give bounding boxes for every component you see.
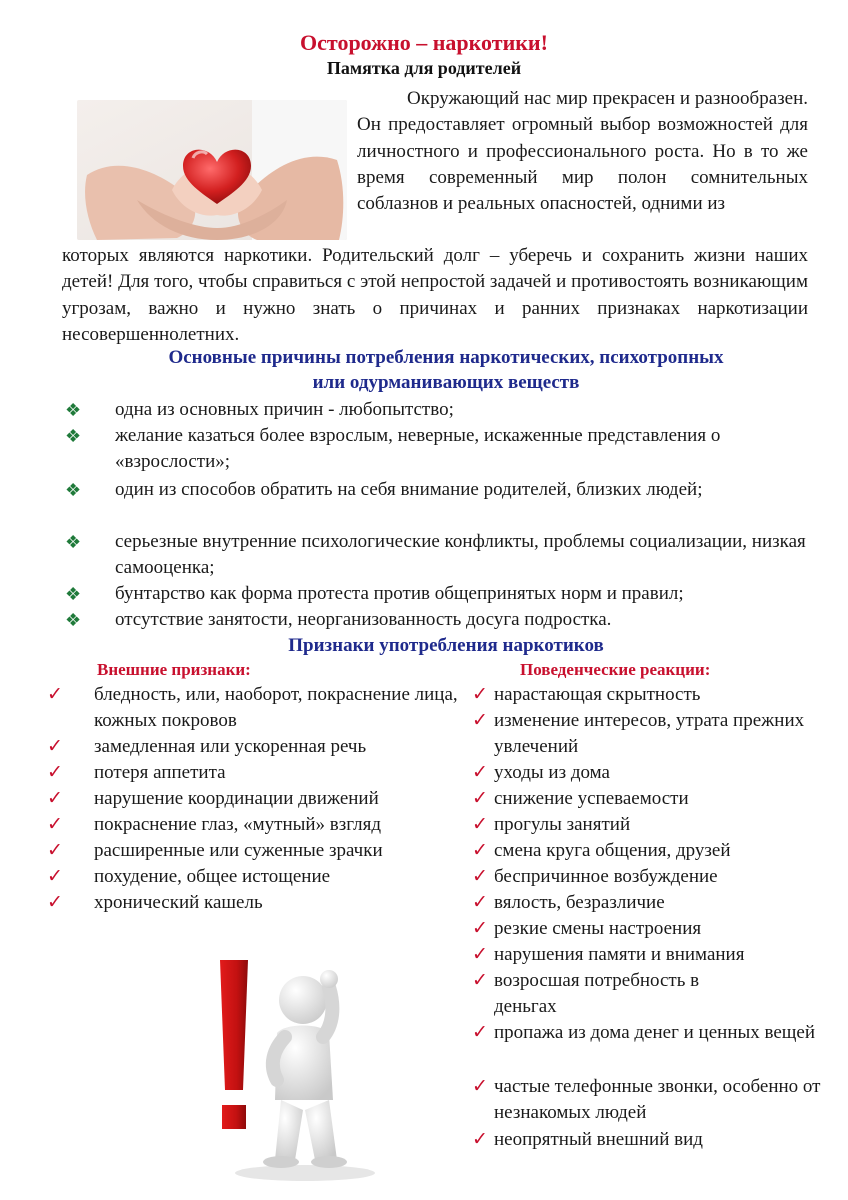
cause-text: бунтарство как форма протеста против общепринятых норм и правил; — [115, 583, 684, 604]
behavioral-sign-item — [472, 1127, 840, 1153]
diamond-bullet-icon: ❖ — [65, 532, 82, 552]
external-sign-item — [47, 786, 515, 812]
cause-item — [65, 423, 810, 475]
behavioral-sign-item — [472, 916, 840, 942]
external-sign-item — [47, 838, 515, 864]
diamond-bullet-icon: ❖ — [65, 426, 82, 446]
checkmark-icon: ✓ — [472, 892, 488, 913]
checkmark-icon: ✓ — [472, 762, 488, 783]
checkmark-icon: ✓ — [47, 788, 63, 809]
causes-heading-line1: Основные причины потребления наркотических, психотропных — [168, 347, 724, 368]
behavioral-sign-text: вялость, безразличие — [494, 892, 665, 913]
cause-text: один из способов обратить на себя внимание родителей, близких людей; — [115, 479, 703, 500]
checkmark-icon: ✓ — [472, 710, 488, 731]
external-sign-item — [47, 890, 515, 916]
behavioral-sign-item — [472, 786, 840, 812]
cause-text: отсутствие занятости, неорганизованность досуга подростка. — [115, 609, 612, 630]
checkmark-icon: ✓ — [472, 1076, 488, 1097]
behavioral-sign-item — [472, 1074, 840, 1126]
checkmark-icon: ✓ — [47, 866, 63, 887]
page-title: Осторожно – наркотики! — [300, 30, 548, 55]
diamond-bullet-icon: ❖ — [65, 584, 82, 604]
behavioral-sign-item — [472, 1020, 840, 1072]
behavioral-sign-item — [472, 760, 840, 786]
checkmark-icon: ✓ — [472, 866, 488, 887]
checkmark-icon: ✓ — [47, 814, 63, 835]
cause-item — [65, 581, 810, 607]
behavioral-sign-text: частые телефонные звонки, особенно от незнакомых людей — [494, 1076, 821, 1123]
behavioral-sign-text: возросшая потребность в деньгах — [494, 970, 700, 1017]
external-sign-text: потеря аппетита — [94, 762, 226, 783]
behavioral-sign-text: снижение успеваемости — [494, 788, 689, 809]
behavioral-sign-text: нарастающая скрытность — [494, 684, 701, 705]
checkmark-icon: ✓ — [47, 840, 63, 861]
behavioral-sign-text: прогулы занятий — [494, 814, 631, 835]
external-sign-text: нарушение координации движений — [94, 788, 379, 809]
external-sign-text: замедленная или ускоренная речь — [94, 736, 367, 757]
external-sign-text: покраснение глаз, «мутный» взгляд — [94, 814, 382, 835]
behavioral-sign-text: резкие смены настроения — [494, 918, 702, 939]
behavioral-sign-text: беспричинное возбуждение — [494, 866, 718, 887]
behavioral-sign-text: уходы из дома — [494, 762, 610, 783]
external-sign-item — [47, 760, 515, 786]
behavioral-sign-item — [472, 682, 840, 708]
checkmark-icon: ✓ — [472, 788, 488, 809]
checkmark-icon: ✓ — [472, 944, 488, 965]
external-sign-item — [47, 864, 515, 890]
external-sign-item — [47, 734, 515, 760]
diamond-bullet-icon: ❖ — [65, 610, 82, 630]
checkmark-icon: ✓ — [472, 970, 488, 991]
behavioral-signs-heading: Поведенческие реакции: — [520, 660, 711, 679]
checkmark-icon: ✓ — [47, 762, 63, 783]
behavioral-sign-item — [472, 942, 840, 968]
checkmark-icon: ✓ — [472, 918, 488, 939]
behavioral-sign-text: нарушения памяти и внимания — [494, 944, 745, 965]
page-subtitle: Памятка для родителей — [326, 58, 522, 78]
cause-item — [65, 607, 810, 633]
behavioral-sign-item — [472, 838, 840, 864]
behavioral-sign-item — [472, 708, 840, 760]
diamond-bullet-icon: ❖ — [65, 480, 82, 500]
signs-heading: Признаки употребления наркотиков — [288, 635, 604, 656]
cause-item — [65, 529, 810, 581]
behavioral-sign-item — [472, 812, 840, 838]
cause-item — [65, 477, 810, 529]
external-signs-heading: Внешние признаки: — [97, 660, 251, 679]
causes-heading — [62, 345, 830, 395]
behavioral-sign-text: пропажа из дома денег и ценных вещей — [494, 1022, 816, 1043]
hands-heart-photo — [77, 100, 347, 240]
external-sign-text: хронический кашель — [94, 892, 263, 913]
behavioral-sign-text: смена круга общения, друзей — [494, 840, 731, 861]
diamond-bullet-icon: ❖ — [65, 400, 82, 420]
checkmark-icon: ✓ — [472, 814, 488, 835]
cause-text: желание казаться более взрослым, неверные, искаженные представления о «взрослости»; — [115, 425, 721, 472]
checkmark-icon: ✓ — [47, 892, 63, 913]
behavioral-sign-item — [472, 968, 840, 1020]
intro-paragraph-bottom: которых являются наркотики. Родительский долг – уберечь и сохранить жизни наших детей! Для того, чтобы справиться с этой непростой задачей и противостоять возникающим угрозам, важно и нужно знать о причинах и ранних признаках наркотизации несовершеннолетних. — [62, 245, 808, 345]
checkmark-icon: ✓ — [472, 1022, 488, 1043]
external-sign-text: бледность, или, наоборот, покраснение лица, кожных покровов — [94, 684, 458, 731]
cause-text: серьезные внутренние психологические конфликты, проблемы социализации, низкая самооценка; — [115, 531, 806, 578]
behavioral-sign-text: неопрятный внешний вид — [494, 1129, 703, 1150]
intro-paragraph-top: Окружающий нас мир прекрасен и разнообразен. Он предоставляет огромный выбор возможностей для личностного и профессионального роста. Но в то же время современный мир полон сомнительных соблазнов и реальных опасностей, одними из — [357, 88, 808, 215]
behavioral-sign-item — [472, 864, 840, 890]
behavioral-sign-item — [472, 890, 840, 916]
behavioral-sign-text: изменение интересов, утрата прежних увлечений — [494, 710, 805, 757]
external-sign-item — [47, 812, 515, 838]
causes-heading-line2: или одурманивающих веществ — [312, 372, 580, 393]
exclamation-figure-illustration — [165, 915, 475, 1185]
checkmark-icon: ✓ — [472, 1129, 488, 1150]
checkmark-icon: ✓ — [47, 684, 63, 705]
external-sign-text: расширенные или суженные зрачки — [94, 840, 383, 861]
cause-text: одна из основных причин - любопытство; — [115, 399, 454, 420]
checkmark-icon: ✓ — [47, 736, 63, 757]
cause-item — [65, 397, 810, 423]
checkmark-icon: ✓ — [472, 684, 488, 705]
checkmark-icon: ✓ — [472, 840, 488, 861]
external-sign-item — [47, 682, 515, 734]
external-sign-text: похудение, общее истощение — [94, 866, 331, 887]
